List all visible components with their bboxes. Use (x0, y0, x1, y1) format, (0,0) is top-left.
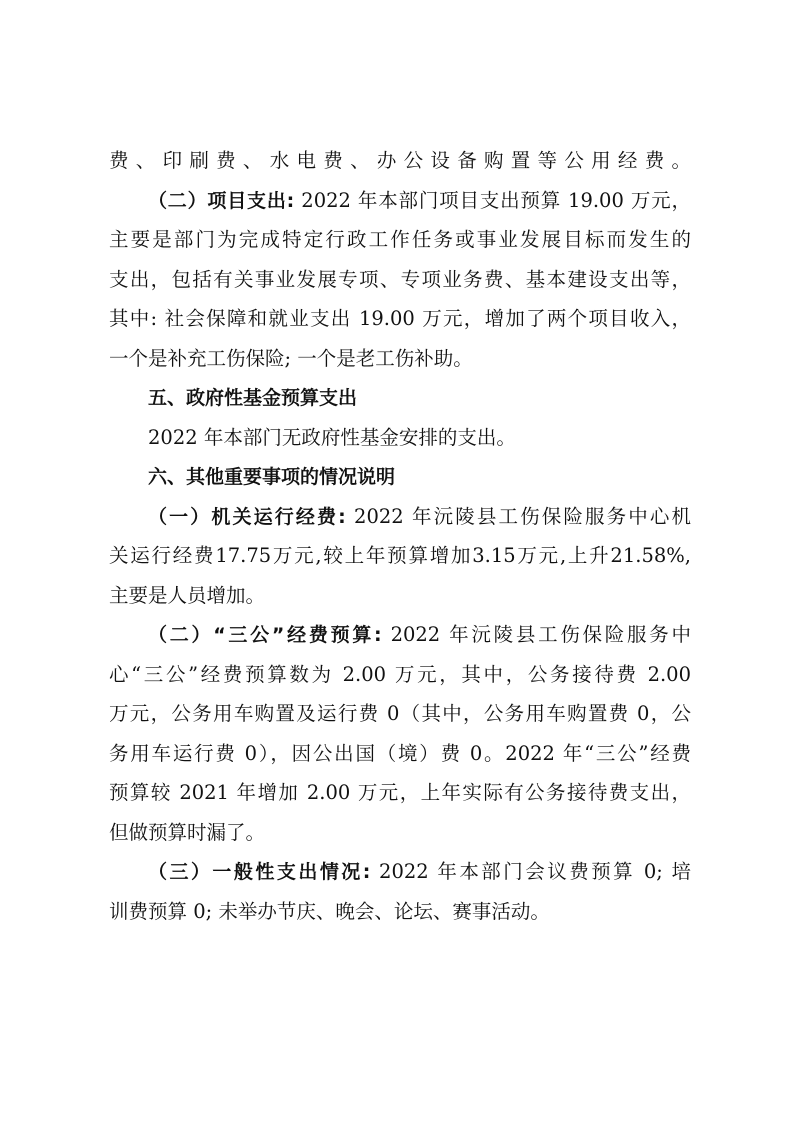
heading-other-matters: 六、其他重要事项的情况说明 (148, 466, 396, 488)
subheading-project-expenditure: （二）项目支出: (148, 189, 295, 212)
text-run: 费、印刷费、水电费、办公设备购置等公用经费。 (109, 149, 691, 172)
text-run: 关运行经费17.75万元,较上年预算增加3.15万元,上升21.58%, (109, 544, 691, 567)
text-run: 主要是部门为完成特定行政工作任务或事业发展目标而发生的 (109, 228, 691, 251)
text-run: 2022 年本部门无政府性基金安排的支出。 (148, 425, 516, 449)
paragraph-line (109, 339, 691, 379)
paragraph-line (109, 694, 691, 734)
paragraph-line (109, 536, 691, 576)
paragraph-line (109, 418, 691, 458)
paragraph-line (109, 497, 691, 537)
paragraph-line (109, 220, 691, 260)
text-run: 预算较 2021 年增加 2.00 万元，上年实际有公务接待费支出， (109, 781, 691, 804)
text-run: 2022 年沅陵县工伤保险服务中 (381, 623, 691, 646)
subheading-three-public-expenses: （二）“三公”经费预算: (148, 624, 382, 646)
paragraph-line (109, 141, 691, 181)
paragraph-line (109, 734, 691, 774)
section-heading (109, 378, 691, 418)
text-run: 其中: 社会保障和就业支出 19.00 万元，增加了两个项目收入， (109, 307, 691, 330)
paragraph-line (109, 260, 691, 300)
text-run: 训费预算 0; 未举办节庆、晚会、论坛、赛事活动。 (109, 899, 550, 923)
text-run: 2022 年本部门会议费预算 0; 培 (370, 860, 691, 883)
subheading-general-expenditure: （三）一般性支出情况: (148, 861, 371, 883)
paragraph-line (109, 655, 691, 695)
paragraph-line (109, 181, 691, 221)
paragraph-line (109, 892, 691, 932)
text-run: 但做预算时漏了。 (109, 820, 266, 844)
text-run: 2022 年本部门项目支出预算 19.00 万元， (294, 188, 691, 212)
text-run: 万元，公务用车购置及运行费 0（其中，公务用车购置费 0，公 (109, 702, 691, 725)
paragraph-line (109, 773, 691, 813)
paragraph-line (109, 576, 691, 616)
paragraph-line (109, 299, 691, 339)
subheading-operating-expenses: （一）机关运行经费: (148, 505, 346, 528)
text-run: 务用车运行费 0），因公出国（境）费 0。2022 年“三公”经费 (109, 741, 691, 765)
text-run: 心“三公”经费预算数为 2.00 万元，其中，公务接待费 2.00 (109, 662, 691, 686)
text-run: 2022 年沅陵县工伤保险服务中心机 (345, 504, 691, 528)
paragraph-line (109, 813, 691, 853)
text-run: 主要是人员增加。 (109, 583, 266, 607)
paragraph-line (109, 615, 691, 655)
text-run: 支出，包括有关事业发展专项、专项业务费、基本建设支出等， (109, 267, 691, 291)
paragraph-line (109, 852, 691, 892)
section-heading (109, 457, 691, 497)
document-body (109, 141, 691, 931)
heading-government-fund: 五、政府性基金预算支出 (148, 387, 358, 409)
text-run: 一个是补充工伤保险; 一个是老工伤补助。 (109, 346, 473, 370)
